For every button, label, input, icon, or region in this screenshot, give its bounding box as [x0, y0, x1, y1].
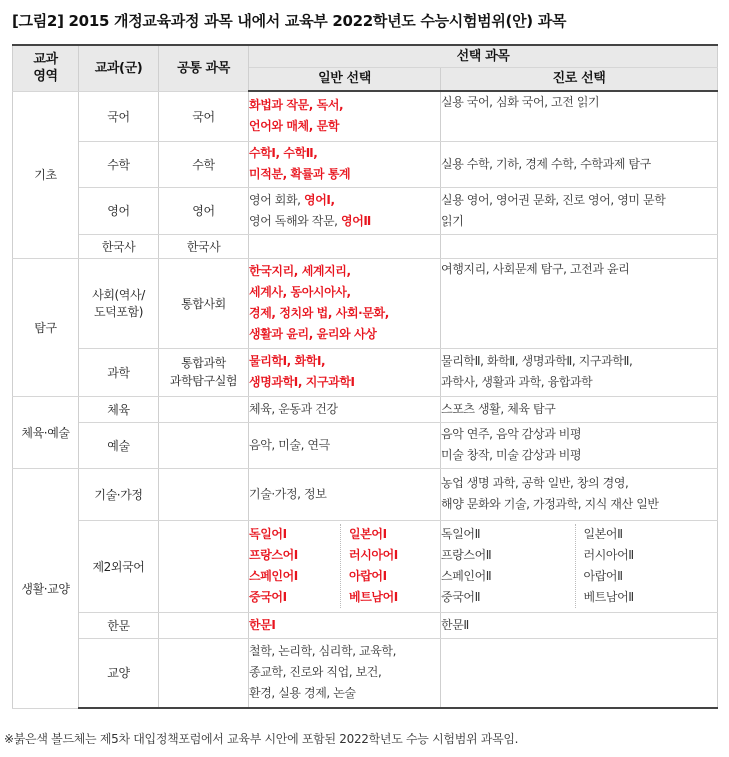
general-math-line: 미적분, 확률과 통계: [249, 167, 351, 181]
group-english: 영어: [79, 187, 159, 234]
common-math: 수학: [159, 141, 249, 187]
common-science: 통합과학 과학탐구실험: [159, 348, 249, 396]
header-subject-group: 교과(군): [79, 45, 159, 91]
group-art: 예술: [79, 422, 159, 468]
general-english: [249, 187, 441, 234]
general-hanmun: 한문Ⅰ: [249, 612, 441, 638]
group-tech: 기술·가정: [79, 468, 159, 520]
career-tech: 농업 생명 과학, 공학 일반, 창의 경영, 해양 문화와 기술, 가정과학, 지식 재산 일반: [441, 468, 718, 520]
general-science: 물리학Ⅰ, 화학Ⅰ, 생명과학Ⅰ, 지구과학Ⅰ: [249, 348, 441, 396]
general-pe: 체육, 운동과 건강: [249, 396, 441, 422]
general-korean: [249, 91, 441, 141]
general-english-line: 영어 독해와 작문, 영어Ⅱ: [249, 213, 371, 228]
career-english: 실용 영어, 영어권 문화, 진로 영어, 영미 문학 읽기: [441, 187, 718, 234]
header-elective: 선택 과목: [249, 45, 718, 67]
general-math-line: 수학Ⅰ, 수학Ⅱ,: [249, 146, 318, 160]
group-history: 한국사: [79, 234, 159, 258]
area-pe-arts: 체육·예술: [13, 396, 79, 468]
group-liberal: 교양: [79, 638, 159, 708]
common-social: 통합사회: [159, 258, 249, 348]
group-science: 과학: [79, 348, 159, 396]
area-life: 생활·교양: [13, 468, 79, 708]
group-math: 수학: [79, 141, 159, 187]
common-hanmun: [159, 612, 249, 638]
common-korean: 국어: [159, 91, 249, 141]
career-korean: 실용 국어, 심화 국어, 고전 읽기: [441, 91, 718, 141]
career-social: 여행지리, 사회문제 탐구, 고전과 윤리: [441, 258, 718, 348]
group-pe: 체육: [79, 396, 159, 422]
common-english: 영어: [159, 187, 249, 234]
general-korean-line: 화법과 작문, 독서,: [249, 98, 344, 113]
career-hanmun: 한문Ⅱ: [441, 612, 718, 638]
group-korean: 국어: [79, 91, 159, 141]
group-hanmun: 한문: [79, 612, 159, 638]
header-common: 공통 과목: [159, 45, 249, 91]
header-career: 진로 선택: [441, 67, 718, 91]
curriculum-table: [12, 44, 718, 709]
career-history: [441, 234, 718, 258]
career-liberal: [441, 638, 718, 708]
common-art: [159, 422, 249, 468]
general-liberal: 철학, 논리학, 심리학, 교육학, 종교학, 진로와 직업, 보건, 환경, 실용 경제, 논술: [249, 638, 441, 708]
career-science: 물리학Ⅱ, 화학Ⅱ, 생명과학Ⅱ, 지구과학Ⅱ, 과학사, 생활과 과학, 융합과학: [441, 348, 718, 396]
common-history: 한국사: [159, 234, 249, 258]
header-general: 일반 선택: [249, 67, 441, 91]
common-liberal: [159, 638, 249, 708]
common-tech: [159, 468, 249, 520]
general-history: [249, 234, 441, 258]
career-math: 실용 수학, 기하, 경제 수학, 수학과제 탐구: [441, 141, 718, 187]
header-area: 교과 영역: [13, 45, 79, 91]
career-second-lang: 독일어Ⅱ 프랑스어Ⅱ 스페인어Ⅱ 중국어Ⅱ 일본어Ⅱ 러시아어Ⅱ 아랍어Ⅱ 베트남어Ⅱ: [441, 520, 718, 612]
common-pe: [159, 396, 249, 422]
area-basic: 기초: [13, 91, 79, 258]
general-english-line: 영어 회화, 영어Ⅰ,: [249, 192, 335, 207]
general-second-lang: 독일어Ⅰ 프랑스어Ⅰ 스페인어Ⅰ 중국어Ⅰ 일본어Ⅰ 러시아어Ⅰ 아랍어Ⅰ 베트남어Ⅰ: [249, 520, 441, 612]
general-social: 한국지리, 세계지리, 세계사, 동아시아사, 경제, 정치와 법, 사회·문화, 생활과 윤리, 윤리와 사상: [249, 258, 441, 348]
area-inquiry: 탐구: [13, 258, 79, 396]
general-korean-line: 언어와 매체, 문학: [249, 119, 340, 134]
career-pe: 스포츠 생활, 체육 탐구: [441, 396, 718, 422]
common-second-lang: [159, 520, 249, 612]
general-math: [249, 141, 441, 187]
career-art: 음악 연주, 음악 감상과 비평 미술 창작, 미술 감상과 비평: [441, 422, 718, 468]
page-title: [그림2] 2015 개정교육과정 과목 내에서 교육부 2022학년도 수능시험범위(안) 과목: [12, 12, 567, 30]
group-social: 사회(역사/ 도덕포함): [79, 258, 159, 348]
general-art: 음악, 미술, 연극: [249, 422, 441, 468]
footnote: ※붉은색 볼드체는 제5차 대입정책포럼에서 교육부 시안에 포함된 2022학년도 수능 시험범위 과목임.: [4, 732, 519, 746]
general-tech: 기술·가정, 정보: [249, 468, 441, 520]
group-second-lang: 제2외국어: [79, 520, 159, 612]
